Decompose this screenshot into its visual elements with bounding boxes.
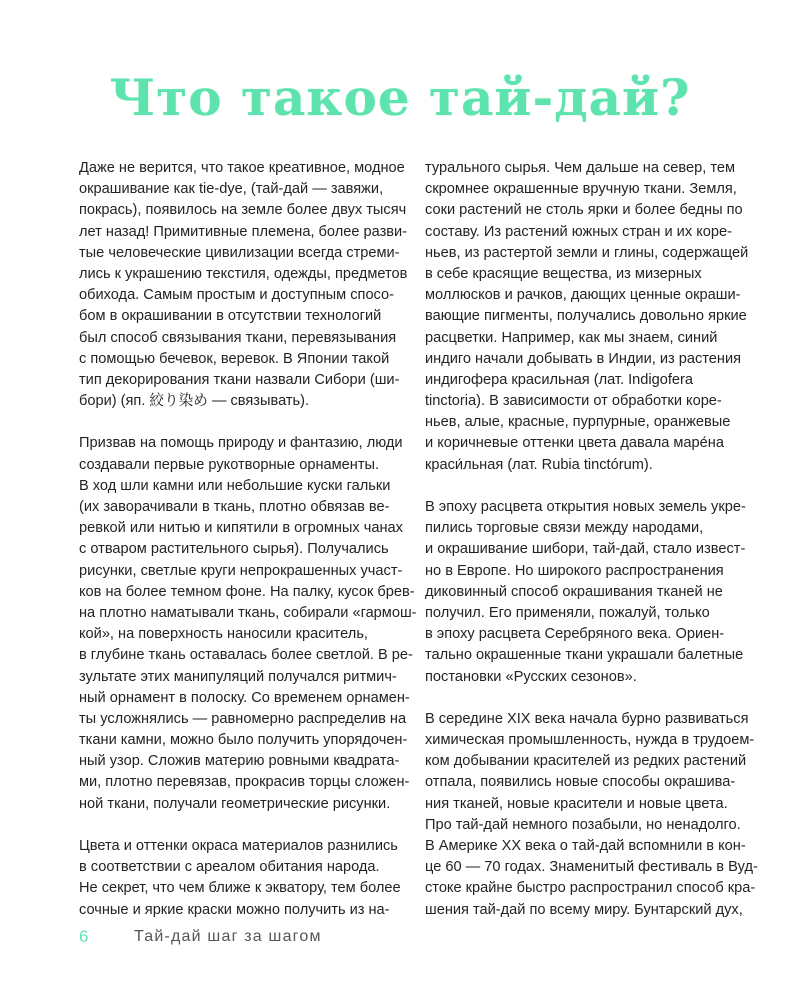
paragraph-gap [425,688,747,709]
page-footer [0,925,800,955]
paragraph-gap [425,476,747,497]
text-line: постановки «Русских сезонов». [425,668,637,685]
text-line: получил. Его применяли, пожалуй, только [425,604,710,621]
running-title: Тай-дай шаг за шагом [134,928,322,945]
text-line: и окрашивание шибори, тай-дай, стало извест- [425,541,746,558]
page-title: Что такое тай-дай? [109,68,691,127]
text-line: рисунки, светлые круги непрокрашенных участ- [79,562,403,579]
text-line: ной ткани, получали геометрические рисунки. [79,795,391,812]
text-line: лись к украшению текстиля, одежды, предметов [79,265,408,282]
text-line: сочные и яркие краски можно получить из на- [79,901,390,918]
paragraph-gap [79,815,403,836]
text-line: индиго начали добывать в Индии, из растения [425,350,742,367]
text-line: зультате этих манипуляций получался ритмич- [79,668,397,685]
text-line: ния тканей, новые красители и новые цвета. [425,795,728,812]
text-line: шения тай-дай по всему миру. Бунтарский дух, [425,901,743,918]
text-line: был способ связывания ткани, перевязывания [79,329,397,346]
text-line: ков на более темном фоне. На палку, кусок брев- [79,583,415,600]
text-line: в себе красящие вещества, из мизерных [425,265,702,282]
text-line: расцветки. Например, как мы знаем, синий [425,329,718,346]
text-line: индигофера красильная (лат. Indigofera [425,371,693,388]
text-line: Призвав на помощь природу и фантазию, люди [79,435,403,452]
text-line: ньев, из растертой земли и глины, содержащей [425,244,749,261]
text-line: (их заворачивали в ткань, плотно обвязав ве- [79,499,390,515]
text-line: пились торговые связи между народами, [425,520,704,537]
text-line: ком добывании красителей из редких растений [425,753,747,770]
text-line: покрась), появилось на земле более двух тысяч [79,202,407,219]
text-line: ный узор. Сложив материю ровными квадрата- [79,753,400,770]
text-line: tinctoria). В зависимости от обработки коре- [425,393,722,410]
text-line: отпала, появились новые способы окрашива- [425,774,736,791]
left-text-column [79,158,417,921]
text-line: в эпоху расцвета Серебряного века. Ориен- [425,626,725,643]
text-line: стоке крайне быстро распространил способ кра- [425,880,756,897]
text-line: ты усложнялись — равномерно распределив на [79,710,407,727]
text-line: краси́льная (лат. Rubia tinctórum). [425,456,653,473]
text-line: Не секрет, что чем ближе к экватору, тем более [79,880,401,897]
text-line: бори) (яп. 絞り染め — связывать). [79,393,310,410]
text-line: тально окрашенные ткани украшали балетные [425,647,744,664]
text-line: ньев, алые, красные, пурпурные, оранжевые [425,414,731,431]
text-line: и коричневые оттенки цвета давала маре́на [425,435,724,452]
page-number: 6 [79,927,89,946]
text-line: кой», на поверхность наносили краситель, [79,626,368,643]
text-line: с отваром растительного сырья). Получались [79,541,389,558]
text-line: в соответствии с ареалом обитания народа. [79,859,380,876]
text-line: тые человеческие цивилизации всегда стреми- [79,244,400,261]
text-line: химическая промышленность, нужда в трудоем- [425,732,755,749]
text-line: ткани камни, можно было получить упорядочен- [79,732,408,749]
text-line: В середине XIX века начала бурно развиваться [425,710,749,727]
text-line: на плотно наматывали ткань, собирали «гармош- [79,604,417,621]
text-line: диковинный способ окрашивания тканей не [425,583,723,600]
text-line: це 60 — 70 годах. Знаменитый фестиваль в Вуд- [425,859,758,876]
text-line: Про тай-дай немного позабыли, но ненадолго. [425,816,741,833]
text-line: В ход шли камни или небольшие куски гальки [79,477,391,494]
text-line: лет назад! Примитивные племена, более разви- [79,223,408,240]
text-line: Даже не верится, что такое креативное, модное [79,160,405,176]
text-line: В Америке XX века о тай-дай вспомнили в кон- [425,838,746,854]
text-line: скромнее окрашенные вручную ткани. Земля, [425,181,737,198]
text-line: окрашивание как tie-dye, (тай-дай — завяжи, [79,181,384,198]
text-line: турального сырья. Чем дальше на север, тем [425,160,736,176]
text-line: вающие пигменты, получались довольно яркие [425,308,747,325]
text-line: ми, плотно перевязав, прокрасив торцы сложен- [79,774,410,791]
text-line: В эпоху расцвета открытия новых земель укре- [425,499,746,515]
text-line: ный орнамент в полоску. Со временем орнамен- [79,689,410,706]
text-line: создавали первые рукотворные орнаменты. [79,456,380,473]
text-line: тип декорирования ткани назвали Сибори (ши- [79,371,400,388]
text-line: ревкой или нитью и кипятили в огромных чанах [79,520,403,537]
text-line: соки растений не столь ярки и более бедны по [425,202,743,219]
text-line: составу. Из растений южных стран и их коре- [425,223,732,240]
text-line: моллюсков и рачков, дающих ценные окраши- [425,287,741,304]
text-line: в глубине ткань оставалась более светлой. В ре- [79,647,413,664]
text-line: но в Европе. Но широкого распространения [425,562,724,579]
right-text-column [425,158,758,921]
text-line: с помощью бечевок, веревок. В Японии такой [79,350,390,367]
text-line: обихода. Самым простым и доступным спосо- [79,287,394,304]
text-line: бом в окрашивании в отсутствии технологий [79,308,382,325]
text-line: Цвета и оттенки окраса материалов разнились [79,838,398,854]
paragraph-gap [79,412,403,433]
